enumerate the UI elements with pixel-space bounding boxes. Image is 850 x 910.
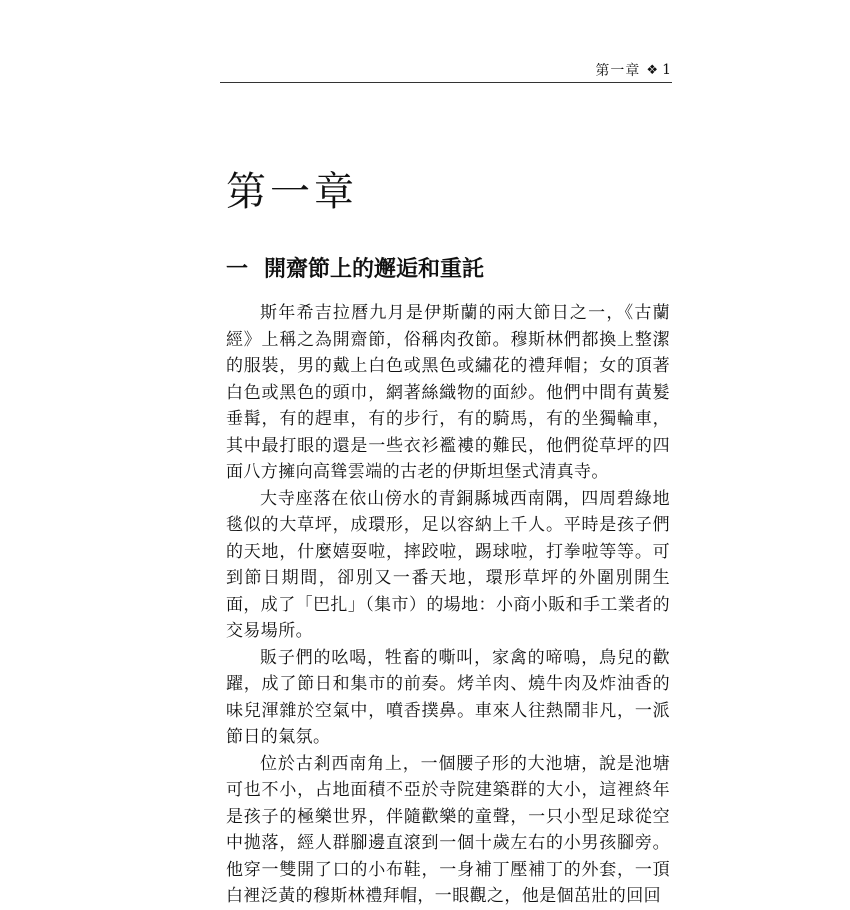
paragraph: 販子們的吆喝，牲畜的嘶叫，家禽的啼鳴，鳥兒的歡躍，成了節日和集市的前奏。烤羊肉、燒牛肉及炸油香的味兒渾雜於空氣中，噴香撲鼻。車來人往熱鬧非凡，一派節日的氣氛。: [226, 647, 670, 747]
section-heading: [226, 252, 484, 283]
running-head: [220, 58, 672, 83]
paragraph: 大寺座落在依山傍水的青銅縣城西南隅，四周碧綠地毯似的大草坪，成環形，足以容納上千人。平時是孩子們的天地，什麼嬉耍啦，摔跤啦，踢球啦，打拳啦等等。可到節日期間，卻別又一番天地，環形草坪的外圍別開生面，成了「巴扎」（集市）的場地：小商小販和手工業者的交易場所。: [226, 488, 670, 641]
section-number: 一: [226, 257, 249, 282]
paragraph: 斯年希吉拉曆九月是伊斯蘭的兩大節日之一，《古蘭經》上稱之為開齋節，俗稱肉孜節。穆斯林們都換上整潔的服裝，男的戴上白色或黑色或繡花的禮拜帽；女的頂著白色或黑色的頭巾，網著絲織物的面紗。他們中間有黃髮垂髯，有的趕車，有的步行，有的騎馬，有的坐獨輪車，其中最打眼的還是一些衣衫襤褸的難民，他們從草坪的四面八方擁向高聳雲端的古老的伊斯坦堡式清真寺。: [226, 303, 670, 482]
section-title: 開齋節上的邂逅和重託: [264, 257, 485, 282]
paragraph: 位於古剎西南角上，一個腰子形的大池塘，說是池塘可也不小，占地面積不亞於寺院建築群的大小，這裡終年是孩子的極樂世界，伴隨歡樂的童聲，一只小型足球從空中拋落，經人群腳邊直滾到一個十歲左右的小男孩腳旁。他穿一雙開了口的小布鞋，一身補丁壓補丁的外套，一頂白裡泛黃的穆斯林禮拜帽，一眼觀之，他是個茁壯的回回: [226, 753, 670, 906]
page-number: 1: [662, 62, 672, 78]
chapter-title: 第一章: [226, 169, 358, 215]
body-text: [226, 300, 670, 910]
running-head-chapter: 第一章: [595, 63, 641, 79]
diamond-ornament-icon: ❖: [646, 62, 660, 78]
